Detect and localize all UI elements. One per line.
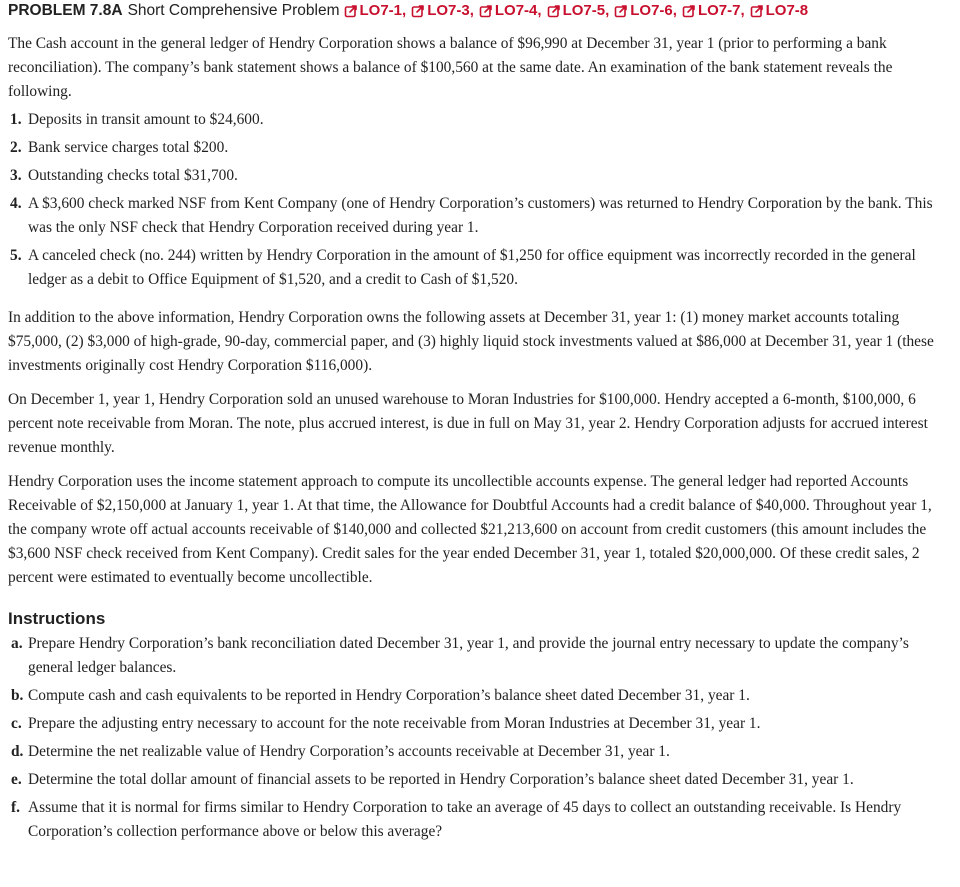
list-item [8,740,952,764]
learning-objective-label: LO7-8 [765,2,809,19]
learning-objective-link[interactable] [479,1,547,21]
learning-objective-label: LO7-6 [630,2,673,19]
problem-number: PROBLEM 7.8A [8,2,123,19]
list-item [8,108,952,132]
list-item-text: Compute cash and cash equivalents to be reported in Hendry Corporation’s balance sheet dated December 31, year 1. [28,687,750,704]
learning-objective-label: LO7-5 [562,2,606,19]
separator: , [537,2,542,19]
separator: , [469,2,474,19]
assets-paragraph: In addition to the above information, Hendry Corporation owns the following assets at December 31, year 1: (1) money market accounts totaling $75,000, (2) $3,000 of high-grade, 90-day, commercial paper, and (3) highly liquid stock investments valued at $86,000 at December 31, year 1 (these investments originally cost Hendry Corporation $116,000). [8,309,934,374]
list-item [8,192,952,240]
external-link-icon [750,4,764,18]
note-paragraph: On December 1, year 1, Hendry Corporation sold an unused warehouse to Moran Industries for $100,000. Hendry accepted a 6-month, $100,000, 6 percent note receivable from Moran. The note, plus accrued interest, is due in full on May 31, year 2. Hendry Corporation adjusts for accrued interest revenue monthly. [8,391,928,456]
problem-title: Short Comprehensive Problem [127,2,340,19]
list-item-number: f. [11,799,20,816]
learning-objective-label: LO7-7 [697,2,741,19]
external-link-icon [479,4,493,18]
receivables-paragraph: Hendry Corporation uses the income statement approach to compute its uncollectible accounts expense. The general ledger had reported Accounts Receivable of $2,150,000 at January 1, year 1. At that time, the Allowance for Doubtful Accounts had a credit balance of $40,000. Throughout year 1, the company wrote off actual accounts receivable of $140,000 and collected $21,213,600 on account from credit customers (this amount includes the $3,600 NSF check received from Kent Company). Credit sales for the year ended December 31, year 1, totaled $20,000,000. Of these credit sales, 2 percent were estimated to eventually become uncollectible. [8,473,932,586]
list-item-text: A $3,600 check marked NSF from Kent Company (one of Hendry Corporation’s customers) was returned to Hendry Corporation by the bank. This was the only NSF check that Hendry Corporation received during year 1. [28,195,933,236]
learning-objectives [344,1,809,21]
separator: , [740,2,745,19]
list-item-number: d. [11,743,24,760]
list-item-number: 4. [10,195,22,212]
list-item-number: 3. [10,167,22,184]
external-link-icon [682,4,696,18]
external-link-icon [614,4,628,18]
list-item-number: 5. [10,247,22,264]
list-item-text: Outstanding checks total $31,700. [28,167,238,184]
list-item-number: c. [11,715,22,732]
intro-paragraph: The Cash account in the general ledger of Hendry Corporation shows a balance of $96,990 at December 31, year 1 (prior to performing a bank reconciliation). The company’s bank statement shows a balance of $100,560 at the same date. An examination of the bank statement reveals the following. [8,35,893,100]
list-item-text: A canceled check (no. 244) written by Hendry Corporation in the amount of $1,250 for office equipment was incorrectly recorded in the general ledger as a debit to Office Equipment of $1,520, and a credit to Cash of $1,520. [28,247,916,288]
learning-objective-link[interactable] [411,1,479,21]
list-item-text: Determine the net realizable value of Hendry Corporation’s accounts receivable at December 31, year 1. [28,743,670,760]
list-item [8,136,952,160]
list-item-number: b. [11,687,24,704]
list-item [8,164,952,188]
list-item-text: Prepare the adjusting entry necessary to account for the note receivable from Moran Industries at December 31, year 1. [28,715,761,732]
list-item-number: 2. [10,139,22,156]
learning-objective-link[interactable] [547,1,615,21]
learning-objective-link[interactable] [682,1,750,21]
separator: , [605,2,610,19]
list-item [8,796,952,844]
bank-facts-list [8,108,952,292]
external-link-icon [344,4,358,18]
learning-objective-link[interactable] [614,1,682,21]
list-item-text: Prepare Hendry Corporation’s bank reconciliation dated December 31, year 1, and provide the journal entry necessary to update the company’s general ledger balances. [28,635,909,676]
list-item-number: e. [11,771,22,788]
instructions-list [8,632,952,844]
list-item [8,244,952,292]
problem-body [8,32,952,590]
list-item-text: Deposits in transit amount to $24,600. [28,111,264,128]
separator: , [672,2,677,19]
problem-header [8,0,952,22]
list-item [8,768,952,792]
learning-objective-label: LO7-1 [359,2,403,19]
list-item-number: 1. [10,111,22,128]
list-item-text: Determine the total dollar amount of financial assets to be reported in Hendry Corporation’s balance sheet dated December 31, year 1. [28,771,854,788]
list-item-text: Bank service charges total $200. [28,139,229,156]
list-item [8,712,952,736]
learning-objective-label: LO7-3 [427,2,470,19]
separator: , [402,2,407,19]
list-item [8,684,952,708]
list-item [8,632,952,680]
list-item-number: a. [11,635,23,652]
external-link-icon [411,4,425,18]
learning-objective-link[interactable] [344,1,412,21]
learning-objective-link[interactable] [750,1,809,21]
instructions-heading: Instructions [8,609,106,628]
list-item-text: Assume that it is normal for firms similar to Hendry Corporation to take an average of 45 days to collect an outstanding receivable. Is Hendry Corporation’s collection performance above or below this average? [28,799,902,840]
external-link-icon [547,4,561,18]
learning-objective-label: LO7-4 [494,2,538,19]
